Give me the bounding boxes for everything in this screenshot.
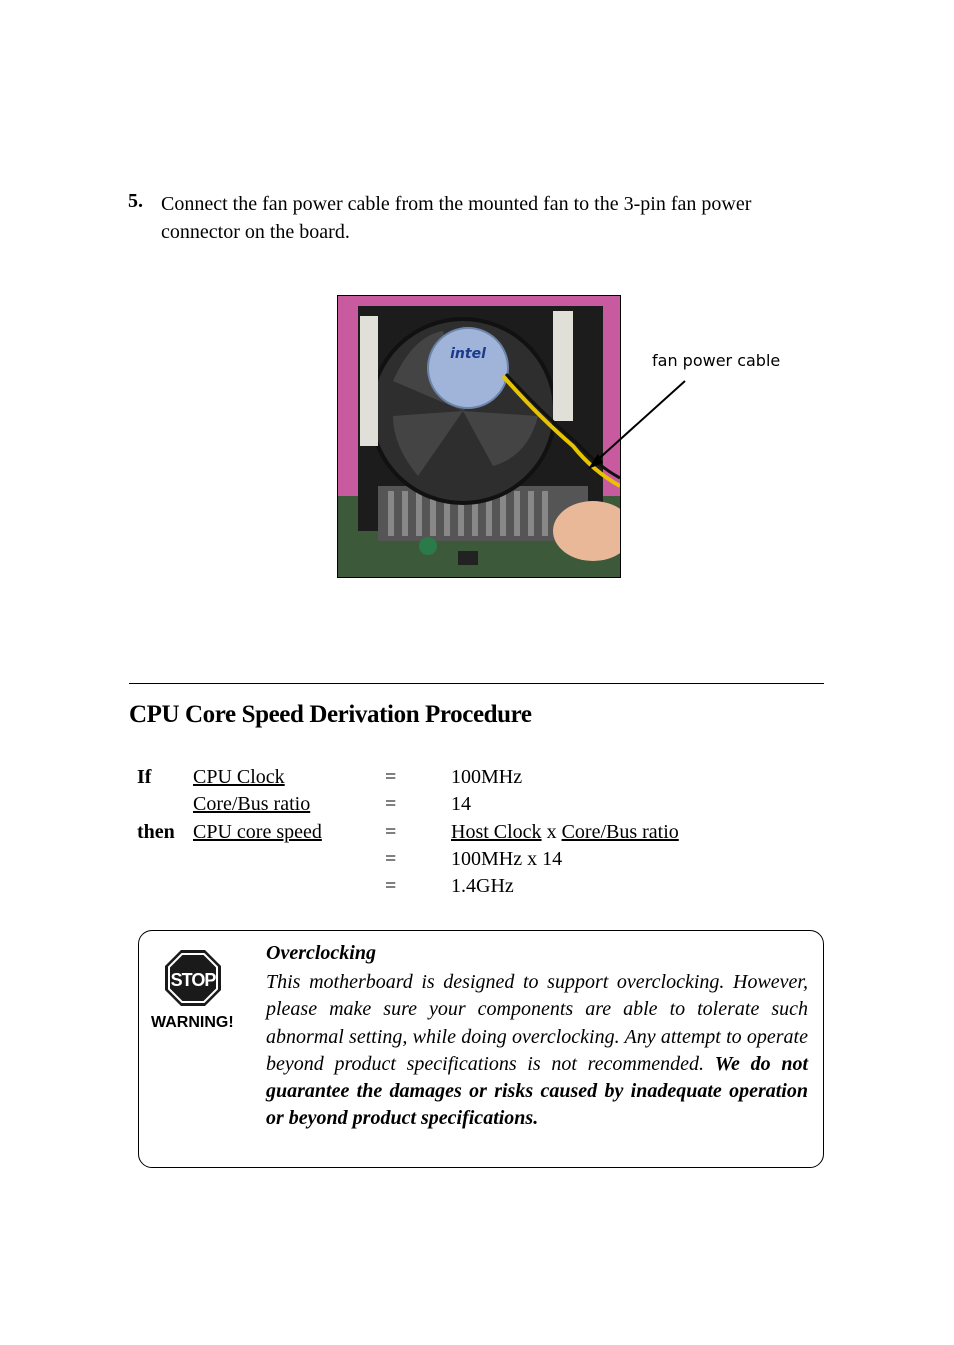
value-result: 1.4GHz xyxy=(451,875,514,897)
warning-body-emphasis: We do not guarantee the damages or risks caused by inadequate operation or beyond product specifications. xyxy=(266,1052,809,1130)
formula-core-bus-ratio: Core/Bus ratio xyxy=(561,821,679,843)
value-core-bus-ratio: 14 xyxy=(451,793,471,815)
equals-sign: = xyxy=(385,793,397,815)
step-number: 5. xyxy=(128,190,143,212)
section-title: CPU Core Speed Derivation Procedure xyxy=(129,701,532,728)
equals-sign: = xyxy=(385,821,397,843)
equals-sign: = xyxy=(385,875,397,897)
then-label: then xyxy=(137,821,175,843)
equals-sign: = xyxy=(385,766,397,788)
if-label: If xyxy=(137,766,152,788)
equals-sign: = xyxy=(385,848,397,870)
stop-sign-text: STOP xyxy=(170,970,216,990)
value-product: 100MHz x 14 xyxy=(451,848,563,870)
formula-host-clock: Host Clock xyxy=(451,821,542,843)
callout-label: fan power cable xyxy=(652,351,781,370)
term-cpu-clock: CPU Clock xyxy=(193,766,285,788)
warning-body-text: This motherboard is designed to support overclocking. However, please make sure your components are able to tolerate such abnormal setting, while doing overclocking. Any attempt to operate beyond product specifications is not recommended. xyxy=(266,971,808,1075)
warning-title: Overclocking xyxy=(266,942,376,964)
warning-body xyxy=(266,969,808,1133)
term-core-bus-ratio: Core/Bus ratio xyxy=(193,793,311,815)
section-divider xyxy=(129,683,824,684)
warning-label: WARNING! xyxy=(151,1014,234,1031)
step-instruction: Connect the fan power cable from the mounted fan to the 3-pin fan power connector on the board. xyxy=(161,193,752,243)
formula xyxy=(451,820,679,844)
formula-multiply: x xyxy=(546,821,557,843)
value-cpu-clock: 100MHz xyxy=(451,766,523,788)
intel-logo: intel xyxy=(450,346,486,362)
stop-sign-icon xyxy=(163,948,223,1008)
term-cpu-core-speed: CPU core speed xyxy=(193,821,322,843)
